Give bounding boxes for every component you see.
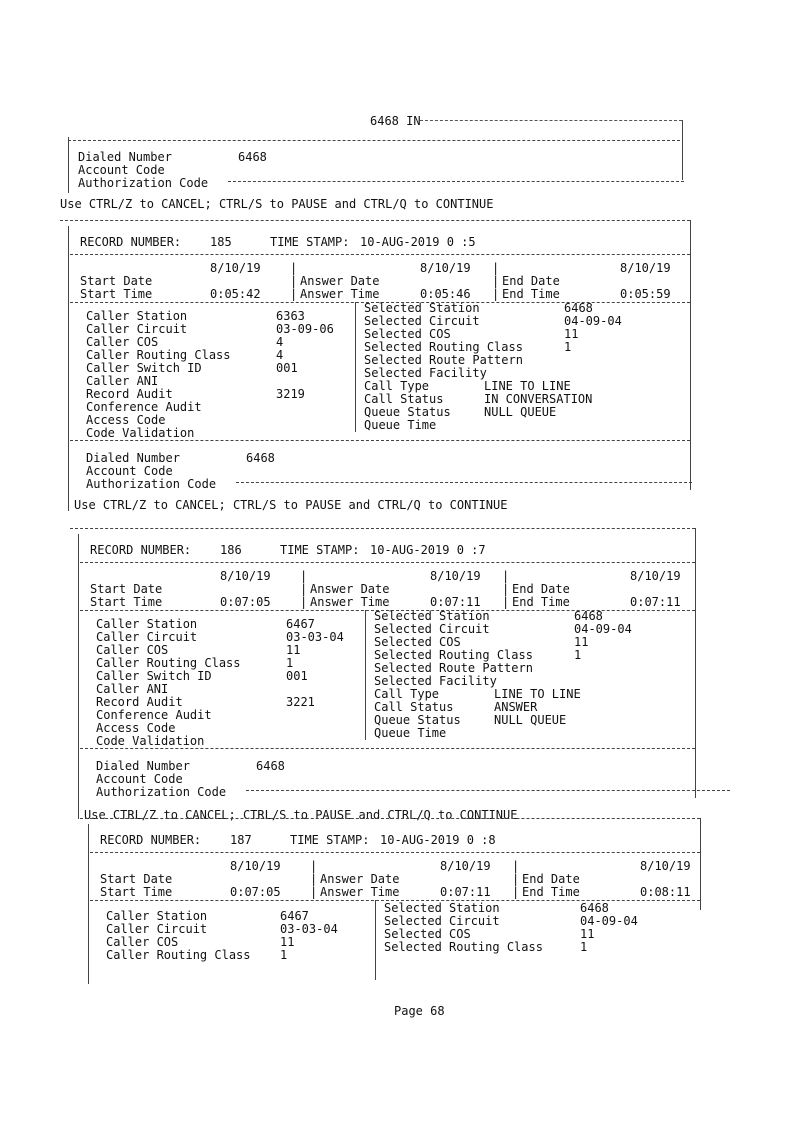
field-label: Selected Facility xyxy=(374,674,497,688)
field-label: Call Status xyxy=(364,392,444,406)
divider xyxy=(246,790,730,791)
queue-status: NULL QUEUE xyxy=(484,405,557,419)
call-type: LINE TO LINE xyxy=(484,379,571,393)
caller-cos: 4 xyxy=(276,335,284,349)
field-label: Caller Circuit xyxy=(106,922,208,936)
caller-station: 6467 xyxy=(286,617,315,631)
selected-station: 6468 xyxy=(564,301,593,315)
field-label: Selected COS xyxy=(374,635,461,649)
field-label: Selected Route Pattern xyxy=(364,353,523,367)
field-label: Authorization Code xyxy=(86,477,217,491)
caller-routing-class: 1 xyxy=(286,656,294,670)
divider xyxy=(70,440,690,441)
record-number-label: RECORD NUMBER: xyxy=(90,543,192,557)
start-time: 0:07:05 xyxy=(230,885,281,899)
divider: | xyxy=(300,582,308,596)
field-label: Authorization Code xyxy=(96,785,227,799)
field-label: Selected Facility xyxy=(364,366,487,380)
record-number: 185 xyxy=(210,235,232,249)
selected-routing-class: 1 xyxy=(564,340,572,354)
answer-time-label: Answer Time xyxy=(300,287,380,301)
start-time-label: Start Time xyxy=(100,885,173,899)
divider: | xyxy=(290,261,298,275)
selected-cos: 11 xyxy=(574,635,589,649)
divider xyxy=(80,818,700,819)
end-date: 8/10/19 xyxy=(640,859,691,873)
divider xyxy=(690,220,691,490)
end-time-label: End Time xyxy=(522,885,580,899)
field-label: Access Code xyxy=(86,413,166,427)
start-time-label: Start Time xyxy=(80,287,153,301)
field-label: Caller Station xyxy=(106,909,208,923)
divider xyxy=(228,181,684,182)
queue-status: NULL QUEUE xyxy=(494,713,567,727)
field-label: Code Validation xyxy=(86,426,195,440)
field-label: Conference Audit xyxy=(86,400,202,414)
record-number: 187 xyxy=(230,833,252,847)
divider xyxy=(68,140,680,141)
field-value: 6468 xyxy=(238,150,267,164)
start-date-label: Start Date xyxy=(80,274,153,288)
divider: | xyxy=(300,595,308,609)
end-date: 8/10/19 xyxy=(620,261,671,275)
record-number: 186 xyxy=(220,543,242,557)
field-label: Queue Time xyxy=(374,726,447,740)
record-audit: 3219 xyxy=(276,387,305,401)
answer-time-label: Answer Time xyxy=(320,885,400,899)
divider xyxy=(420,120,682,121)
page-title: 6468 IN xyxy=(370,114,421,128)
answer-time-label: Answer Time xyxy=(310,595,390,609)
field-label: Dialed Number xyxy=(86,451,180,465)
field-label: Selected COS xyxy=(384,927,471,941)
divider: | xyxy=(502,595,510,609)
field-label: Queue Time xyxy=(364,418,437,432)
start-date-label: Start Date xyxy=(90,582,163,596)
divider xyxy=(365,610,366,740)
caller-station: 6467 xyxy=(280,909,309,923)
caller-switch-id: 001 xyxy=(276,361,298,375)
divider: | xyxy=(290,274,298,288)
start-date: 8/10/19 xyxy=(230,859,281,873)
answer-date-label: Answer Date xyxy=(300,274,380,288)
field-label: Record Audit xyxy=(96,695,183,709)
divider xyxy=(68,137,69,193)
field-label: Caller COS xyxy=(86,335,159,349)
field-label: Account Code xyxy=(96,772,183,786)
field-label: Caller Switch ID xyxy=(86,361,202,375)
dialed-number: 6468 xyxy=(256,759,285,773)
field-label: Selected Routing Class xyxy=(374,648,533,662)
field-label: Selected COS xyxy=(364,327,451,341)
field-label: Caller Station xyxy=(86,309,188,323)
selected-station: 6468 xyxy=(574,609,603,623)
field-label: Caller Routing Class xyxy=(96,656,241,670)
caller-cos: 11 xyxy=(280,935,295,949)
divider xyxy=(236,482,692,483)
divider xyxy=(70,254,690,255)
divider: | xyxy=(512,885,520,899)
dialed-number: 6468 xyxy=(246,451,275,465)
field-label: Caller Circuit xyxy=(86,322,188,336)
divider: | xyxy=(310,872,318,886)
divider: | xyxy=(300,569,308,583)
divider: | xyxy=(290,287,298,301)
timestamp-label: TIME STAMP: xyxy=(280,543,360,557)
field-label: Caller Switch ID xyxy=(96,669,212,683)
divider xyxy=(695,528,696,798)
end-time-label: End Time xyxy=(512,595,570,609)
end-date-label: End Date xyxy=(522,872,580,886)
field-label: Selected Station xyxy=(364,301,480,315)
answer-date: 8/10/19 xyxy=(440,859,491,873)
field-label: Selected Station xyxy=(374,609,490,623)
divider: | xyxy=(492,261,500,275)
end-date-label: End Date xyxy=(512,582,570,596)
divider xyxy=(682,120,683,180)
field-label: Call Type xyxy=(374,687,440,701)
call-status: IN CONVERSATION xyxy=(484,392,593,406)
caller-circuit: 03-09-06 xyxy=(276,322,334,336)
field-label: Caller Circuit xyxy=(96,630,198,644)
record-number-label: RECORD NUMBER: xyxy=(100,833,202,847)
record-number-label: RECORD NUMBER: xyxy=(80,235,182,249)
page-number: Page 68 xyxy=(394,1004,445,1018)
caller-station: 6363 xyxy=(276,309,305,323)
timestamp: 10-AUG-2019 0 :8 xyxy=(380,833,496,847)
field-label: Conference Audit xyxy=(96,708,212,722)
field-label: Selected Routing Class xyxy=(364,340,523,354)
call-status: ANSWER xyxy=(494,700,538,714)
answer-date: 8/10/19 xyxy=(430,569,481,583)
timestamp-label: TIME STAMP: xyxy=(290,833,370,847)
divider xyxy=(375,900,376,980)
field-label: Selected Station xyxy=(384,901,500,915)
start-date: 8/10/19 xyxy=(210,261,261,275)
field-label: Selected Route Pattern xyxy=(374,661,533,675)
end-time: 0:05:59 xyxy=(620,287,671,301)
caller-cos: 11 xyxy=(286,643,301,657)
selected-cos: 11 xyxy=(564,327,579,341)
divider xyxy=(90,852,700,853)
field-label: Authorization Code xyxy=(78,176,209,190)
start-time: 0:05:42 xyxy=(210,287,261,301)
field-label: Caller COS xyxy=(96,643,169,657)
divider: | xyxy=(492,274,500,288)
answer-time: 0:05:46 xyxy=(420,287,471,301)
start-time: 0:07:05 xyxy=(220,595,271,609)
end-date-label: End Date xyxy=(502,274,560,288)
divider xyxy=(80,562,695,563)
answer-time: 0:07:11 xyxy=(430,595,481,609)
end-date: 8/10/19 xyxy=(630,569,681,583)
divider xyxy=(355,302,356,432)
continue-prompt: Use CTRL/Z to CANCEL; CTRL/S to PAUSE and CTRL/Q to CONTINUE xyxy=(84,808,518,822)
field-label: Call Status xyxy=(374,700,454,714)
selected-circuit: 04-09-04 xyxy=(580,914,638,928)
field-label: Caller COS xyxy=(106,935,179,949)
caller-switch-id: 001 xyxy=(286,669,308,683)
timestamp: 10-AUG-2019 0 :5 xyxy=(360,235,476,249)
divider: | xyxy=(502,569,510,583)
field-label: Dialed Number xyxy=(78,150,172,164)
start-date-label: Start Date xyxy=(100,872,173,886)
divider xyxy=(78,534,79,819)
answer-date: 8/10/19 xyxy=(420,261,471,275)
divider: | xyxy=(502,582,510,596)
field-label: Caller Station xyxy=(96,617,198,631)
timestamp-label: TIME STAMP: xyxy=(270,235,350,249)
caller-routing-class: 1 xyxy=(280,948,288,962)
field-label: Call Type xyxy=(364,379,430,393)
caller-routing-class: 4 xyxy=(276,348,284,362)
selected-station: 6468 xyxy=(580,901,609,915)
answer-date-label: Answer Date xyxy=(310,582,390,596)
field-label: Selected Circuit xyxy=(364,314,480,328)
field-label: Access Code xyxy=(96,721,176,735)
field-label: Record Audit xyxy=(86,387,173,401)
end-time: 0:08:11 xyxy=(640,885,691,899)
field-label: Caller Routing Class xyxy=(86,348,231,362)
answer-time: 0:07:11 xyxy=(440,885,491,899)
field-label: Caller ANI xyxy=(96,682,169,696)
divider xyxy=(700,818,701,910)
divider xyxy=(68,226,69,511)
continue-prompt: Use CTRL/Z to CANCEL; CTRL/S to PAUSE and CTRL/Q to CONTINUE xyxy=(60,197,494,211)
field-label: Account Code xyxy=(86,464,173,478)
continue-prompt: Use CTRL/Z to CANCEL; CTRL/S to PAUSE and CTRL/Q to CONTINUE xyxy=(74,498,508,512)
field-label: Selected Routing Class xyxy=(384,940,543,954)
start-time-label: Start Time xyxy=(90,595,163,609)
field-label: Selected Circuit xyxy=(374,622,490,636)
selected-circuit: 04-09-04 xyxy=(564,314,622,328)
call-type: LINE TO LINE xyxy=(494,687,581,701)
field-label: Caller ANI xyxy=(86,374,159,388)
field-label: Queue Status xyxy=(374,713,461,727)
field-label: Account Code xyxy=(78,163,165,177)
divider: | xyxy=(310,885,318,899)
selected-circuit: 04-09-04 xyxy=(574,622,632,636)
divider xyxy=(80,748,695,749)
divider: | xyxy=(512,872,520,886)
start-date: 8/10/19 xyxy=(220,569,271,583)
selected-cos: 11 xyxy=(580,927,595,941)
divider: | xyxy=(512,859,520,873)
divider: | xyxy=(492,287,500,301)
selected-routing-class: 1 xyxy=(574,648,582,662)
divider xyxy=(60,220,690,221)
caller-circuit: 03-03-04 xyxy=(286,630,344,644)
divider xyxy=(88,824,89,984)
end-time-label: End Time xyxy=(502,287,560,301)
divider: | xyxy=(310,859,318,873)
selected-routing-class: 1 xyxy=(580,940,588,954)
timestamp: 10-AUG-2019 0 :7 xyxy=(370,543,486,557)
divider xyxy=(70,528,695,529)
field-label: Queue Status xyxy=(364,405,451,419)
field-label: Selected Circuit xyxy=(384,914,500,928)
caller-circuit: 03-03-04 xyxy=(280,922,338,936)
field-label: Dialed Number xyxy=(96,759,190,773)
field-label: Caller Routing Class xyxy=(106,948,251,962)
end-time: 0:07:11 xyxy=(630,595,681,609)
answer-date-label: Answer Date xyxy=(320,872,400,886)
record-audit: 3221 xyxy=(286,695,315,709)
field-label: Code Validation xyxy=(96,734,205,748)
